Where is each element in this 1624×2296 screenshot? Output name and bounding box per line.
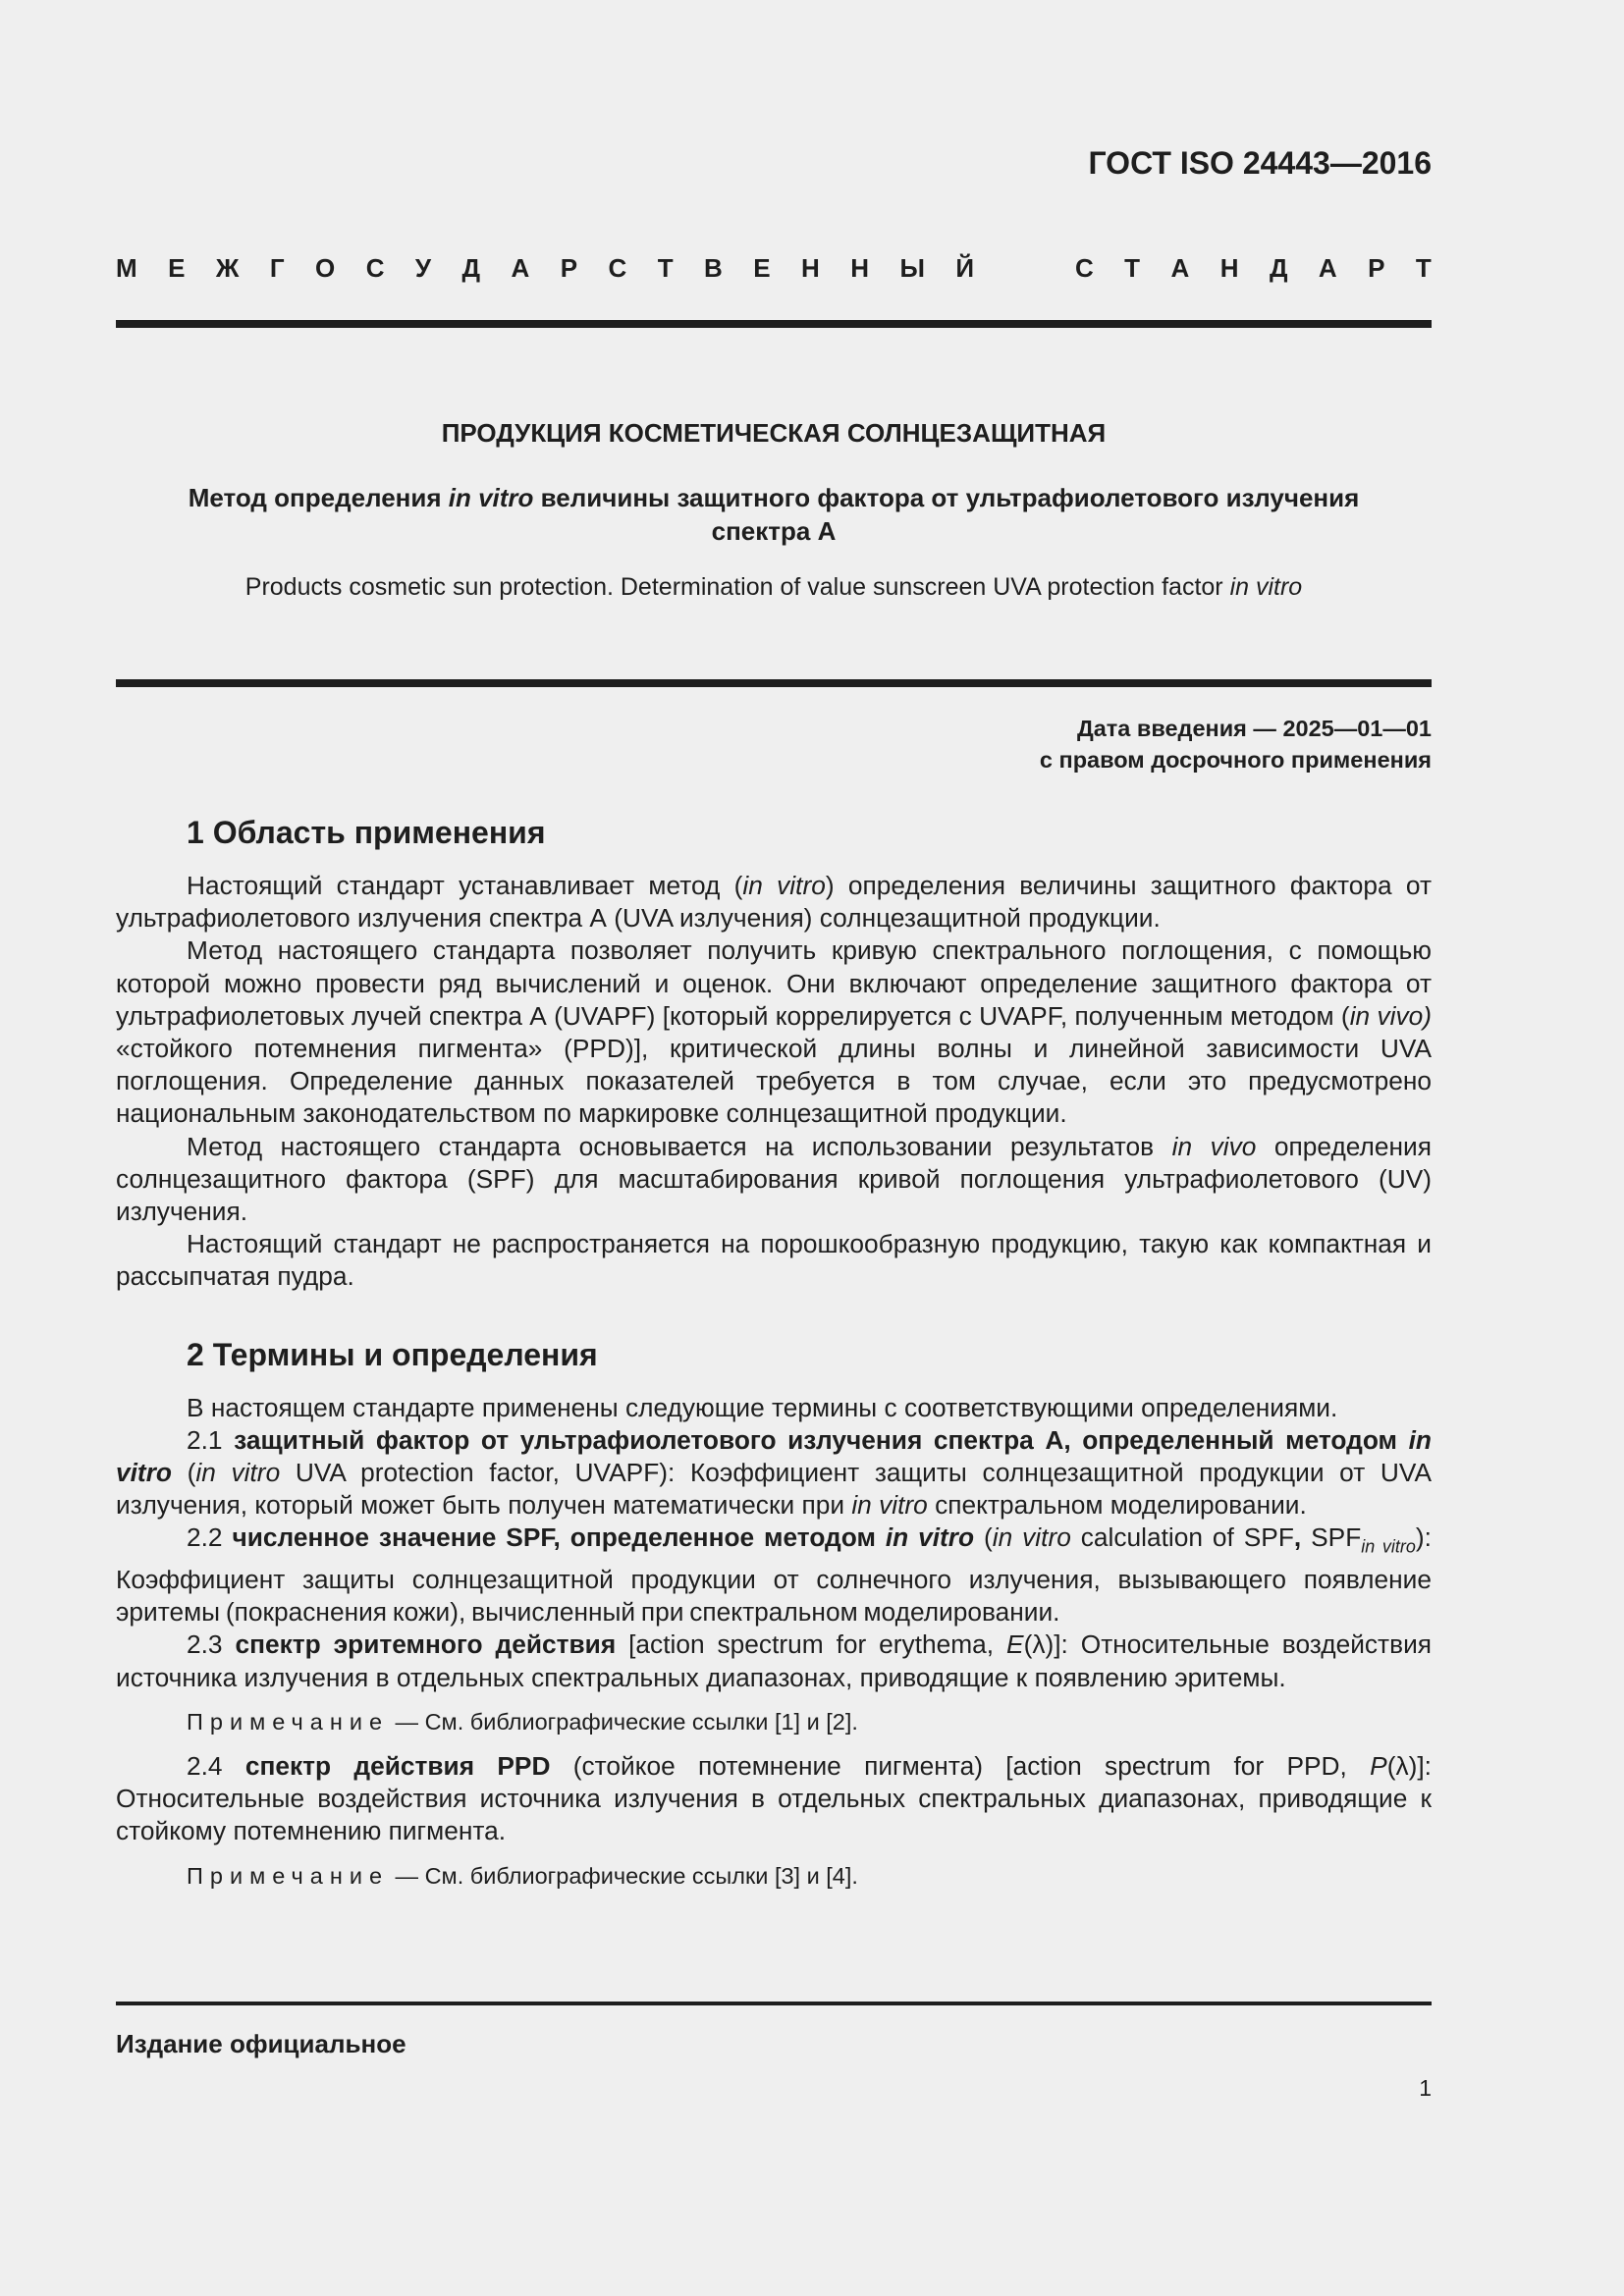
footer-divider xyxy=(116,2002,1432,2005)
introduction-date-block xyxy=(1040,713,1432,775)
banner-letter: С xyxy=(608,253,627,283)
banner-letter: Р xyxy=(1368,253,1385,283)
section-1-paragraph: Настоящий стандарт не распространяется на порошкообразную продукцию, такую как компактная и рассыпчатая пудра. xyxy=(116,1229,1432,1292)
banner-letter: Е xyxy=(168,253,186,283)
banner-letter: В xyxy=(704,253,723,283)
section-2-heading: 2 Термины и определения xyxy=(187,1336,598,1372)
banner-gap xyxy=(1005,253,1045,284)
banner-letter: Н xyxy=(850,253,870,283)
introduction-date: Дата введения — 2025—01—01 xyxy=(1076,716,1432,741)
section-1-heading: 1 Область применения xyxy=(187,815,546,850)
header-divider xyxy=(116,320,1432,328)
term-2-1: 2.1 защитный фактор от ультрафиолетового излучения спектра А, определенный методом in vitro (in vitro UVA protection factor, UVAPF): Коэффициент защиты солнцезащитной продукции от UVA излучения, который может быть получен математически при in vitro спектральном моделировании. xyxy=(116,1424,1432,1521)
banner-letter: М xyxy=(116,253,137,283)
standard-code: ГОСТ ISO 24443—2016 xyxy=(1088,145,1432,181)
banner-letter: С xyxy=(1074,253,1094,283)
section-1-paragraph: Настоящий стандарт устанавливает метод (in vitro) определения величины защитного фактора от ультрафиолетового излучения спектра А (UVA излучения) солнцезащитной продукции. xyxy=(116,871,1432,934)
banner-letter: У xyxy=(414,253,432,283)
section-1-paragraph: Метод настоящего стандарта позволяет получить кривую спектрального поглощения, с помощью которой можно провести ряд вычислений и оценок. Они включают определение защитного фактора от ультрафиолетовых лучей спектра А (UVAPF) [который коррелируется с UVAPF, полученным методом (in vivo) «стойкого потемнения пигмента» (PPD)], критической длины волны и линейной зависимости UVA поглощения. Определение данных показателей требуется в том случае, если это предусмотрено национальным законодательством по маркировке солнцезащитной продукции. xyxy=(116,935,1432,1129)
banner-letter: Т xyxy=(1415,253,1432,283)
banner-letter: Е xyxy=(753,253,771,283)
early-application-note: с правом досрочного применения xyxy=(1039,747,1432,773)
banner-letter: С xyxy=(365,253,385,283)
banner-letter: Т xyxy=(657,253,674,283)
english-title: Products cosmetic sun protection. Determination of value sunscreen UVA protection factor in vitro xyxy=(244,573,1303,601)
banner-letter: Т xyxy=(1124,253,1141,283)
term-2-3: 2.3 спектр эритемного действия [action spectrum for erythema, E(λ)]: Относительные воздействия источника излучения в отдельных спектральных диапазонах, приводящие к появлению эритемы. xyxy=(116,1629,1432,1692)
banner-letter: Г xyxy=(269,253,285,283)
banner-letter: Ж xyxy=(215,253,240,283)
banner-letter: А xyxy=(1318,253,1337,283)
document-title: ПРОДУКЦИЯ КОСМЕТИЧЕСКАЯ СОЛНЦЕЗАЩИТНАЯ xyxy=(441,418,1107,448)
term-2-4: 2.4 спектр действия PPD (стойкое потемнение пигмента) [action spectrum for PPD, P(λ)]: Относительные воздействия источника излучения в отдельных спектральных диапазонах, приводящие к стойкому потемнению пигмента. xyxy=(116,1750,1432,1846)
note-1: Примечание — См. библиографические ссылки [1] и [2]. xyxy=(187,1708,858,1735)
banner-letter: Ы xyxy=(899,253,925,283)
banner-letter: Р xyxy=(560,253,578,283)
interstate-standard-banner xyxy=(116,253,1432,284)
banner-letter: Н xyxy=(1219,253,1239,283)
banner-letter: А xyxy=(511,253,530,283)
document-body xyxy=(116,813,1432,1893)
banner-letter: О xyxy=(315,253,336,283)
page-number: 1 xyxy=(1419,2075,1432,2101)
banner-letter: Н xyxy=(801,253,820,283)
banner-letter: Д xyxy=(1269,253,1288,283)
section-2-intro: В настоящем стандарте применены следующие термины с соответствующими определениями. xyxy=(187,1392,1338,1422)
banner-letter: Д xyxy=(461,253,481,283)
banner-letter: А xyxy=(1170,253,1190,283)
term-2-2: 2.2 численное значение SPF, определенное методом in vitro (in vitro calculation of SPF, $SPF_{in vitro}$): Коэффициент защиты солнцезащитной продукции от солнечного излучения, вызывающего появление эритемы (покраснения кожи), вычисленный при спектральном моделировании. xyxy=(116,1522,1432,1628)
section-1-paragraph: Метод настоящего стандарта основывается на использовании результатов in vivo определения солнцезащитного фактора (SPF) для масштабирования кривой поглощения ультрафиолетового (UV) излучения. xyxy=(116,1131,1432,1227)
official-edition-label: Издание официальное xyxy=(116,2029,406,2058)
document-subtitle: Метод определения in vitro величины защитного фактора от ультрафиолетового излучения спектра А xyxy=(188,483,1360,546)
note-2: Примечание — См. библиографические ссылки [3] и [4]. xyxy=(187,1862,858,1889)
banner-letter: Й xyxy=(955,253,975,283)
title-divider xyxy=(116,679,1432,687)
